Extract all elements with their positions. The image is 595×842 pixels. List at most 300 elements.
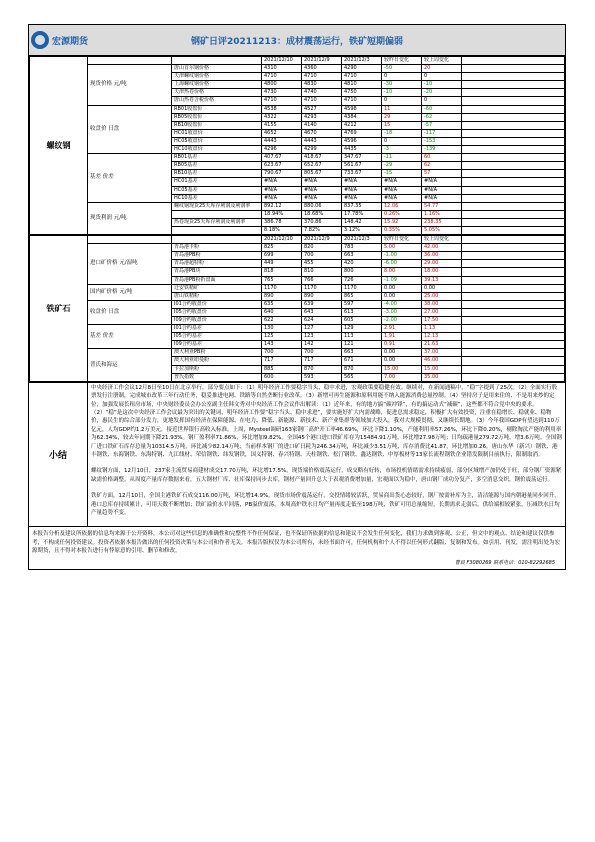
value-cell: 613 xyxy=(342,308,382,316)
group-label: 收盘价 日盘 xyxy=(88,300,172,324)
report-frame xyxy=(28,24,566,570)
column-header: 较上周变化 xyxy=(422,236,462,244)
value-cell: -29 xyxy=(382,162,422,170)
value-cell: 12.13 xyxy=(422,333,462,341)
table-row xyxy=(30,202,565,210)
value-cell: 766 xyxy=(302,276,342,284)
value-cell: 1170 xyxy=(342,284,382,292)
value-cell: 717 xyxy=(302,357,342,365)
value-cell: 639 xyxy=(302,300,342,308)
row-label: 螺纹钢现货25天库存利润及利润率 xyxy=(172,202,262,210)
row-label: RB01基差 xyxy=(172,154,262,162)
value-cell: #N/A xyxy=(262,186,302,194)
value-cell: 880.06 xyxy=(302,202,342,210)
row-label: 青岛港PB块 xyxy=(172,268,262,276)
value-cell: 54.77 xyxy=(422,202,462,210)
empty-cell xyxy=(462,317,565,325)
value-cell: 565 xyxy=(342,373,382,381)
empty-cell xyxy=(88,57,172,65)
empty-cell xyxy=(462,178,565,186)
value-cell: 60 xyxy=(422,154,462,162)
row-label: RB01收盘价 xyxy=(172,105,262,113)
value-cell: 4527 xyxy=(302,105,342,113)
value-cell: 347.67 xyxy=(342,154,382,162)
report-header xyxy=(29,25,565,56)
empty-cell xyxy=(462,300,565,308)
value-cell: 4710 xyxy=(342,73,382,81)
value-cell: 62 xyxy=(422,162,462,170)
row-label: 上海螺纹钢价格 xyxy=(172,81,262,89)
group-label: 收盘价 日盘 xyxy=(88,105,172,154)
value-cell: 142 xyxy=(302,341,342,349)
value-cell: 4730 xyxy=(262,89,302,97)
value-cell: 5.00 xyxy=(382,244,422,252)
empty-cell xyxy=(462,244,565,252)
value-cell: 125 xyxy=(262,333,302,341)
value-cell: 7.00 xyxy=(382,373,422,381)
value-cell: 870 xyxy=(302,365,342,373)
value-cell: 4155 xyxy=(262,121,302,129)
value-cell: 8.00 xyxy=(382,268,422,276)
value-cell: 635 xyxy=(262,300,302,308)
value-cell: 12.06 xyxy=(382,202,422,210)
row-label: 天津热卷价格 xyxy=(172,89,262,97)
value-cell: -139 xyxy=(422,146,462,154)
empty-cell xyxy=(462,162,565,170)
value-cell: 4710 xyxy=(262,73,302,81)
row-label: 天津螺纹钢价格 xyxy=(172,73,262,81)
group-label: 普氏和海运 xyxy=(88,349,172,381)
ore-header-row xyxy=(30,236,565,244)
value-cell: 4598 xyxy=(342,105,382,113)
row-label: 唐山首尔钢价格 xyxy=(172,65,262,73)
value-cell: 7.82% xyxy=(302,226,342,234)
value-cell: 623.67 xyxy=(262,162,302,170)
table-row xyxy=(30,300,565,308)
value-cell: 1.13 xyxy=(422,325,462,333)
value-cell: 4293 xyxy=(302,113,342,121)
value-cell: 600 xyxy=(262,373,302,381)
row-label: HC05收盘价 xyxy=(172,137,262,145)
value-cell: 837.35 xyxy=(342,202,382,210)
value-cell: -1.00 xyxy=(382,252,422,260)
empty-cell xyxy=(462,276,565,284)
value-cell: 622 xyxy=(262,317,302,325)
value-cell: #N/A xyxy=(382,178,422,186)
value-cell: 0.00 xyxy=(382,349,422,357)
value-cell: 143 xyxy=(262,341,302,349)
value-cell: 0.26% xyxy=(382,210,422,218)
row-label: 热卷现货25天库存利润及利润率 xyxy=(172,218,262,226)
value-cell: 870 xyxy=(342,365,382,373)
value-cell: 238.35 xyxy=(422,218,462,226)
value-cell: 418.67 xyxy=(302,154,342,162)
row-label: 青岛港超特粉 xyxy=(172,260,262,268)
value-cell: -20 xyxy=(422,89,462,97)
value-cell: 449 xyxy=(262,260,302,268)
group-label: 基差 价差 xyxy=(88,325,172,349)
row-label: 普氏指数 xyxy=(172,373,262,381)
empty-cell xyxy=(462,325,565,333)
row-label: HC01收盘价 xyxy=(172,129,262,137)
table-row xyxy=(30,349,565,357)
column-header: 2021/12/9 xyxy=(302,57,342,65)
value-cell: #N/A xyxy=(342,194,382,202)
value-cell: 15.00 xyxy=(422,365,462,373)
empty-cell xyxy=(462,349,565,357)
value-cell: 890 xyxy=(302,292,342,300)
row-label: I05合约基差 xyxy=(172,333,262,341)
empty-cell xyxy=(462,268,565,276)
value-cell: -57 xyxy=(422,121,462,129)
value-cell: 818 xyxy=(262,268,302,276)
row-label: 卡拉加斯粉 xyxy=(172,365,262,373)
value-cell: 15.00 xyxy=(382,365,422,373)
value-cell: 885 xyxy=(262,365,302,373)
value-cell: 21.63 xyxy=(422,341,462,349)
ore-category-label: 铁矿石 xyxy=(30,236,88,382)
summary-paragraph-rebar: 螺纹钢方面，12月10日，237家主流贸易商建材成交17.70万吨，环比增17.5%。现货端价格震荡运行，成交略有好转，市场投机情绪需求持续疲弱，部分区域增产加仍处于旺，部分钢厂资源紧缺需价格调整。从周度产量库存数据来看，五大钢材厂库、社库保持同步去库，钢材产量回升总大于表观消费增加量，宏观面以为稳中，唐山钢厂成功分复产，多空消息交织，钢价震荡运行。 xyxy=(91,468,562,483)
summary-paragraph-macro: 中央经济工作会议12月8日至10日在北京举行。部分要点如下：（1）明年经济工作要稳字当头、稳中求进，宏观政策要稳健有效。继续对，在新闻通稿中，“稳”字提到了25次。（2）全面实行股票发行注册制，完成城市改革三年行动任务，稳妥推进电网、铁路等自然垄断行业改革。（3）新增可再生能源和原料用能不纳入能源消费总量控制。（4）坚持房子是用来住的、不是用来炒的定位，加强发展长租房市场，中央财经委员会办公室副主任韩文秀对中央经济工作会议作出解读：（1）近年来，有的地方搞“碳冲锋”，有的搞运动式“减碳”，这些都不符合党中央的要求。（2）“稳”是这次中央经济工作会议最为突出的关键词，明年经济工作要“稳字当头、稳中求进”，要实施好扩大内需战略，促进总需求稳定，积极扩大有效投资，注重在稳增长、稳就业、稳物价，惠民生的综合部分发力，更地发挥国有经济在保障能源、在电力、降低、新能源、新技术、新产业集群等领域加大投入，我对大规模贯彻、又继续长期地。（3）今年我国GDP有望达到110万亿元，人均GDP约1.2万美元，接近世界银行高收入标准。上周，Mysteel调研163家钢厂高炉开工率46.69%，环比下降1.10%，产能利用率57.26%，环比下降0.20%，剔除淘汰产能的利用率为62.34%，较去年同期下降21.93%。钢厂盈利率71.86%，环比增加9.82%。全国45个港口进口铁矿库存为15484.91万吨，环比增27.98万吨；日均疏港量279.72万吨，增3.6万吨。全国钢厂进口铁矿石库存总量为10314.5万吨，环比减少82.14万吨；当前样本钢厂的进口矿日耗为246.34万吨，环比减少3.51万吨，库存消费比41.87，环比增加0.26。唐山东华（新兴）钢铁、港丰钢铁、东海钢铁、东海特钢、九江线材、荣信钢铁、纬发钢铁，国义特钢、春兴特钢、天柱钢铁、松汀钢铁、鑫达钢铁、中厚板材等13家长流程钢铁企业错发限制目前执行，限制取消。 xyxy=(91,384,562,458)
row-label: I09合约基差 xyxy=(172,341,262,349)
empty-cell xyxy=(462,218,565,226)
value-cell: #N/A xyxy=(262,178,302,186)
row-label: I09合约收盘价 xyxy=(172,317,262,325)
disclaimer: 本报告分析及建议所依据的信息均来源于公开资料，本公司对这些信息的准确性和完整性不作任何保证，也不保证所依据的信息和建议不会发生任何变化，我们力求做到客观、公正，但文中的观点、结论和建议仅供参考，不构成任何投资建议。投资者依据本报告做出的任何投资决策与本公司和作者无关。本报告版权仅为本公司所有，未经书面许可，任何机构和个人不得以任何形式翻版、复制和发布。如引用、刊发，需注明出处为宏源期货，且不得对本报告进行有悖原意的引用、删节和修改。 xyxy=(29,526,565,555)
empty-cell xyxy=(88,236,172,244)
value-cell: 765 xyxy=(262,276,302,284)
value-cell: 3.12% xyxy=(342,226,382,234)
value-cell: 4290 xyxy=(342,65,382,73)
row-label: 唐山铁精粉 xyxy=(172,292,262,300)
row-label: 澳大利亚PB粉 xyxy=(172,349,262,357)
row-label: HC05基差 xyxy=(172,186,262,194)
row-label: RB05基差 xyxy=(172,162,262,170)
value-cell: 593 xyxy=(302,373,342,381)
table-row xyxy=(30,105,565,113)
empty-cell xyxy=(462,65,565,73)
value-cell: -11 xyxy=(382,154,422,162)
row-label: RB05收盘价 xyxy=(172,113,262,121)
value-cell: 4800 xyxy=(262,81,302,89)
analyst-contact: 曹晨 F3080269 联系电话：010-82292685 xyxy=(454,560,555,567)
value-cell: 4710 xyxy=(342,97,382,105)
empty-cell xyxy=(462,210,565,218)
value-cell: 46.00 xyxy=(422,357,462,365)
empty-cell xyxy=(462,81,565,89)
empty-cell xyxy=(462,73,565,81)
empty-cell xyxy=(462,260,565,268)
group-label: 现货利润 元/吨 xyxy=(88,202,172,234)
value-cell: -3.00 xyxy=(382,308,422,316)
value-cell: 18.94% xyxy=(262,210,302,218)
value-cell: -6.00 xyxy=(382,260,422,268)
row-label: 青岛港PB粉 xyxy=(172,252,262,260)
value-cell: 11 xyxy=(382,105,422,113)
value-cell: 605 xyxy=(342,317,382,325)
value-cell: 25.00 xyxy=(422,292,462,300)
value-cell: 4435 xyxy=(342,146,382,154)
value-cell: 652.67 xyxy=(302,162,342,170)
value-cell: #N/A xyxy=(422,186,462,194)
value-cell: 561.67 xyxy=(342,162,382,170)
value-cell: 4810 xyxy=(342,81,382,89)
value-cell: 1.16% xyxy=(422,210,462,218)
value-cell: -30 xyxy=(382,81,422,89)
value-cell: 663 xyxy=(342,349,382,357)
value-cell: #N/A xyxy=(302,194,342,202)
row-label: HC01基差 xyxy=(172,178,262,186)
value-cell: 386.78 xyxy=(262,218,302,226)
row-label: I01合约收盘价 xyxy=(172,300,262,308)
value-cell: 1170 xyxy=(302,284,342,292)
value-cell: #N/A xyxy=(342,186,382,194)
value-cell: 370.86 xyxy=(302,218,342,226)
value-cell: 15 xyxy=(382,121,422,129)
value-cell: 1170 xyxy=(262,284,302,292)
column-header: 较上周变化 xyxy=(422,57,462,65)
value-cell: 4740 xyxy=(302,89,342,97)
rebar-category-label: 螺纹钢 xyxy=(30,57,88,235)
empty-cell xyxy=(462,146,565,154)
value-cell: 121 xyxy=(342,341,382,349)
empty-cell xyxy=(462,105,565,113)
value-cell: 4212 xyxy=(342,121,382,129)
value-cell: 800 xyxy=(342,268,382,276)
row-label: 唐山热卷含税价格 xyxy=(172,97,262,105)
empty-cell xyxy=(462,357,565,365)
empty-cell xyxy=(462,113,565,121)
table-row xyxy=(30,65,565,73)
value-cell: 643 xyxy=(302,308,342,316)
value-cell: 820 xyxy=(302,244,342,252)
row-label xyxy=(172,210,262,218)
value-cell: 700 xyxy=(262,349,302,357)
value-cell: 0 xyxy=(382,97,422,105)
value-cell: 18.68% xyxy=(302,210,342,218)
row-label: HC10基差 xyxy=(172,194,262,202)
value-cell: 4310 xyxy=(262,65,302,73)
report-title: 钢矿日评20211213：成材震荡运行，铁矿短期偏弱 xyxy=(190,37,404,47)
table-row xyxy=(30,244,565,252)
value-cell: 0.00 xyxy=(382,292,422,300)
value-cell: 700 xyxy=(302,349,342,357)
value-cell: 57 xyxy=(422,170,462,178)
value-cell: 825 xyxy=(262,244,302,252)
column-header: 2021/12/3 xyxy=(342,57,382,65)
empty-cell xyxy=(462,252,565,260)
row-label: RB10基差 xyxy=(172,170,262,178)
value-cell: -3 xyxy=(382,146,422,154)
column-header: 2021/12/9 xyxy=(302,236,342,244)
value-cell: 4710 xyxy=(302,97,342,105)
value-cell: 5.05% xyxy=(422,226,462,234)
empty-cell xyxy=(462,236,565,244)
value-cell: 4750 xyxy=(342,89,382,97)
column-header: 2021/12/10 xyxy=(262,57,302,65)
row-label: HC10收盘价 xyxy=(172,146,262,154)
value-cell: 0 xyxy=(382,137,422,145)
row-label: 青岛港PB粉折盘面 xyxy=(172,276,262,284)
value-cell: 0.00 xyxy=(382,357,422,365)
value-cell: 4652 xyxy=(262,129,302,137)
column-header: 2021/12/3 xyxy=(342,236,382,244)
empty-cell xyxy=(462,365,565,373)
summary-body xyxy=(88,383,565,527)
value-cell: 4710 xyxy=(262,97,302,105)
empty-cell xyxy=(172,57,262,65)
value-cell: 127 xyxy=(302,325,342,333)
row-label: RB10收盘价 xyxy=(172,121,262,129)
value-cell: 4710 xyxy=(302,73,342,81)
empty-cell xyxy=(462,186,565,194)
value-cell: 17.78% xyxy=(342,210,382,218)
empty-cell xyxy=(462,333,565,341)
value-cell: #N/A xyxy=(422,194,462,202)
row-label: I01合约基差 xyxy=(172,325,262,333)
value-cell: 29 xyxy=(382,113,422,121)
empty-cell xyxy=(172,236,262,244)
value-cell: 624 xyxy=(302,317,342,325)
value-cell: 130 xyxy=(262,325,302,333)
table-row xyxy=(30,325,565,333)
summary-paragraph-ore: 铁矿方面，12月10日，全国主港铁矿石成交116.00万吨，环比增14.9%。现货市场价震荡运行，交投情绪较活跃，贸易商出货心态较好，钢厂按需补库为主，清洁能源与国内朝港量同步回升，港口总库存持续累计，可用天数不断增加；铁矿溢价水平回落，PB溢价震荡，本周高炉铁水日均产量再度走低至198万吨，铁矿可用总量缩短，长期需求走弱后，供给端相较紧张，压减铁水日均产量趋势不变。 xyxy=(91,493,560,517)
value-cell: 597 xyxy=(342,300,382,308)
value-cell: -117 xyxy=(422,129,462,137)
empty-cell xyxy=(462,121,565,129)
value-cell: 4670 xyxy=(302,129,342,137)
value-cell: 148.42 xyxy=(342,218,382,226)
value-cell: -1.09 xyxy=(382,276,422,284)
value-cell: 4360 xyxy=(302,65,342,73)
value-cell: 4538 xyxy=(262,105,302,113)
empty-cell xyxy=(462,202,565,210)
value-cell: -15 xyxy=(382,170,422,178)
value-cell: 18.00 xyxy=(422,268,462,276)
value-cell: 783 xyxy=(342,244,382,252)
empty-cell xyxy=(462,57,565,65)
value-cell: 700 xyxy=(302,252,342,260)
value-cell: 726 xyxy=(342,276,382,284)
value-cell: 37.00 xyxy=(422,349,462,357)
value-cell: -18 xyxy=(382,129,422,137)
value-cell: 17.50 xyxy=(422,317,462,325)
value-cell: 27.00 xyxy=(422,308,462,316)
empty-cell xyxy=(462,341,565,349)
column-header: 2021/12/10 xyxy=(262,236,302,244)
empty-cell xyxy=(462,292,565,300)
row-label xyxy=(172,226,262,234)
value-cell: #N/A xyxy=(422,178,462,186)
value-cell: 733.67 xyxy=(342,170,382,178)
value-cell: -50 xyxy=(382,65,422,73)
value-cell: 123 xyxy=(302,333,342,341)
value-cell: 35.00 xyxy=(422,373,462,381)
table-row xyxy=(30,284,565,292)
value-cell: 810 xyxy=(302,268,342,276)
value-cell: 113 xyxy=(342,333,382,341)
value-cell: 0.00 xyxy=(382,284,422,292)
value-cell: 20 xyxy=(422,65,462,73)
empty-cell xyxy=(462,89,565,97)
group-label: 基差 价差 xyxy=(88,154,172,203)
value-cell: -62 xyxy=(422,113,462,121)
value-cell: 4596 xyxy=(342,137,382,145)
value-cell: 39.13 xyxy=(422,276,462,284)
empty-cell xyxy=(462,373,565,381)
empty-cell xyxy=(462,137,565,145)
empty-cell xyxy=(462,284,565,292)
empty-cell xyxy=(462,194,565,202)
value-cell: 671 xyxy=(342,357,382,365)
value-cell: 15.92 xyxy=(382,218,422,226)
column-header: 较昨日变化 xyxy=(382,57,422,65)
value-cell: 699 xyxy=(262,252,302,260)
value-cell: #N/A xyxy=(302,186,342,194)
logo-text: 宏源期货 xyxy=(52,36,89,47)
value-cell: -4.00 xyxy=(382,300,422,308)
value-cell: 420 xyxy=(342,260,382,268)
value-cell: 42.00 xyxy=(422,244,462,252)
value-cell: 0 xyxy=(382,73,422,81)
value-cell: 790.67 xyxy=(262,170,302,178)
value-cell: 805.67 xyxy=(302,170,342,178)
row-label: I05合约收盘价 xyxy=(172,308,262,316)
group-label: 现货价格 元/吨 xyxy=(88,65,172,105)
table-row xyxy=(30,154,565,162)
column-header: 较昨日变化 xyxy=(382,236,422,244)
empty-cell xyxy=(462,97,565,105)
value-cell: 4769 xyxy=(342,129,382,137)
iron-ore-table xyxy=(29,235,565,382)
value-cell: -2.00 xyxy=(382,317,422,325)
empty-cell xyxy=(462,129,565,137)
value-cell: 2.91 xyxy=(382,325,422,333)
empty-cell xyxy=(462,308,565,316)
rebar-header-row xyxy=(30,57,565,65)
value-cell: #N/A xyxy=(262,194,302,202)
value-cell: 4140 xyxy=(302,121,342,129)
value-cell: -10 xyxy=(422,81,462,89)
value-cell: #N/A xyxy=(342,178,382,186)
row-label: 青岛港卡粉 xyxy=(172,244,262,252)
value-cell: 0.91 xyxy=(382,341,422,349)
value-cell: 36.00 xyxy=(422,252,462,260)
summary-section xyxy=(29,382,565,527)
value-cell: 8.18% xyxy=(262,226,302,234)
row-label: 迁安铁精矿 xyxy=(172,284,262,292)
group-label: 进口矿价格 元/湿吨 xyxy=(88,244,172,284)
value-cell: 0 xyxy=(422,97,462,105)
value-cell: 4296 xyxy=(262,146,302,154)
value-cell: 0 xyxy=(422,73,462,81)
value-cell: 455 xyxy=(302,260,342,268)
value-cell: 4322 xyxy=(262,113,302,121)
value-cell: 717 xyxy=(262,357,302,365)
value-cell: 129 xyxy=(342,325,382,333)
value-cell: 4299 xyxy=(302,146,342,154)
row-label: 澳大利亚纽曼粉 xyxy=(172,357,262,365)
value-cell: 892.12 xyxy=(262,202,302,210)
value-cell: #N/A xyxy=(382,186,422,194)
empty-cell xyxy=(462,154,565,162)
value-cell: 0.35% xyxy=(382,226,422,234)
value-cell: 865 xyxy=(342,292,382,300)
value-cell: 407.67 xyxy=(262,154,302,162)
value-cell: -60 xyxy=(422,105,462,113)
value-cell: 4384 xyxy=(342,113,382,121)
value-cell: 4443 xyxy=(302,137,342,145)
